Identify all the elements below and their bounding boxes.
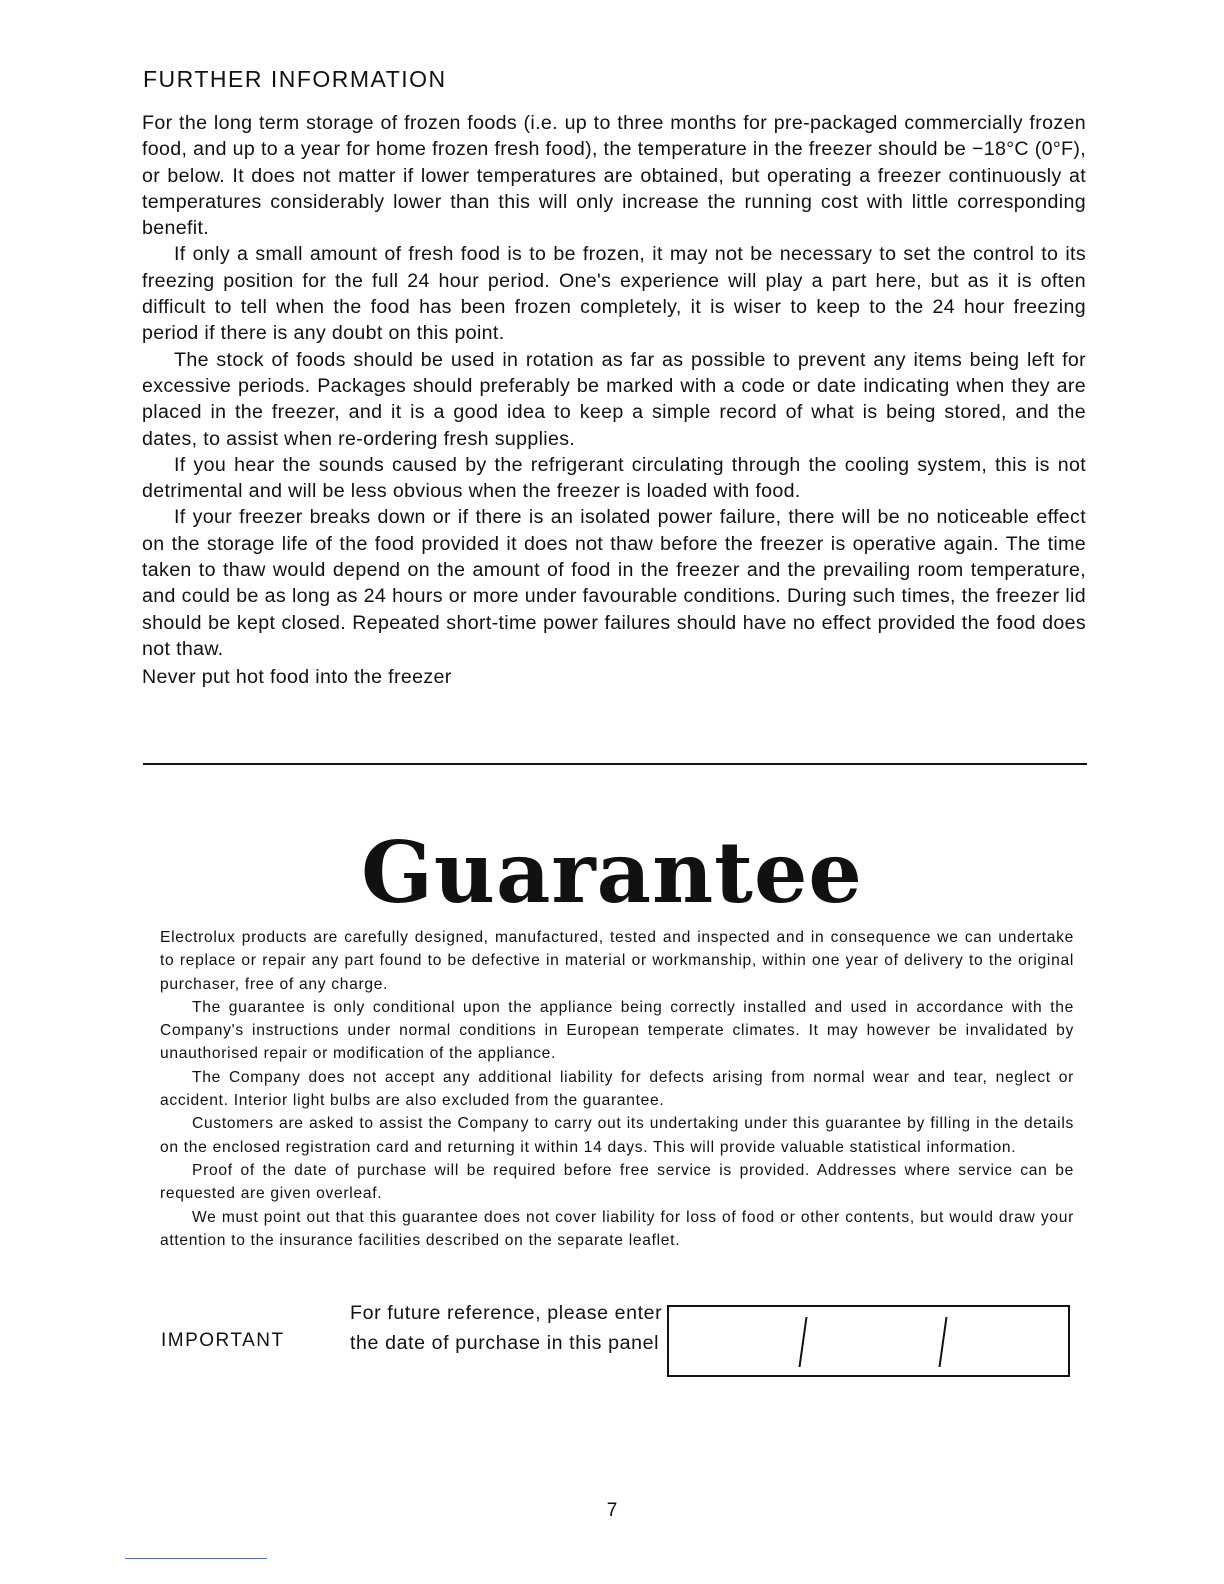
section-divider	[143, 763, 1087, 765]
section-heading: FURTHER INFORMATION	[143, 66, 447, 92]
paragraph-refrigerant-sounds: If you hear the sounds caused by the refrigerant circulating through the cooling system, this is not detrimental and will be less obvious when the freezer is loaded with food.	[142, 453, 1086, 503]
guarantee-body	[160, 926, 1074, 1252]
guarantee-paragraph-registration: Customers are asked to assist the Company to carry out its undertaking under this guarantee by filling in the details on the enclosed registration card and returning it within 14 days. This will provide valuable statistical information.	[160, 1115, 1074, 1156]
page-number: 7	[606, 1500, 618, 1521]
guarantee-paragraph-coverage: Electrolux products are carefully designed, manufactured, tested and inspected and in consequence we can undertake to replace or repair any part found to be defective in material or workmanship, within one year of delivery to the original purchaser, free of any charge.	[160, 929, 1074, 993]
further-information-body	[142, 110, 1086, 691]
important-instructions: For future reference, please enter the date of purchase in this panel	[350, 1302, 663, 1354]
guarantee-paragraph-insurance: We must point out that this guarantee does not cover liability for loss of food or other contents, but would draw your attention to the insurance facilities described on the separate leaflet.	[160, 1208, 1074, 1249]
guarantee-paragraph-liability: The Company does not accept any additional liability for defects arising from normal wear and tear, neglect or accident. Interior light bulbs are also excluded from the guarantee.	[160, 1068, 1074, 1110]
purchase-date-panel[interactable]	[667, 1305, 1070, 1377]
paragraph-storage-temperature: For the long term storage of frozen foods (i.e. up to three months for pre-packaged commercially frozen food, and up to a year for home frozen fresh food), the temperature in the freezer should be −18°C (0°F), or below. It does not matter if lower temperatures are obtained, but operating a freezer continuously at temperatures considerably lower than this will only increase the running cost with little corresponding benefit.	[142, 112, 1086, 240]
date-separator-slash	[938, 1317, 947, 1367]
paragraph-stock-rotation: The stock of foods should be used in rotation as far as possible to prevent any items being left for excessive periods. Packages should preferably be marked with a code or date indicating when they are placed in the freezer, and it is a good idea to keep a simple record of what is being stored, and the dates, to assist when re-ordering fresh supplies.	[142, 348, 1086, 450]
warning-hot-food: Never put hot food into the freezer	[142, 666, 452, 689]
date-separator-slash	[798, 1317, 807, 1367]
paragraph-power-failure: If your freezer breaks down or if there is an isolated power failure, there will be no noticeable effect on the storage life of the food provided it does not thaw before the freezer is operative again. The time taken to thaw would depend on the amount of food in the freezer and the prevailing room temperature, and could be as long as 24 hours or more under favourable conditions. During such times, the freezer lid should be kept closed. Repeated short-time power failures should have no effect provided the food does not thaw.	[142, 506, 1086, 660]
paragraph-small-amount: If only a small amount of fresh food is to be frozen, it may not be necessary to set the control to its freezing position for the full 24 hour period. One's experience will play a part here, but as it is often difficult to tell when the food has been frozen completely, it is wiser to keep to the 24 hour freezing period if there is any doubt on this point.	[142, 243, 1086, 345]
guarantee-paragraph-conditions: The guarantee is only conditional upon the appliance being correctly installed and used in accordance with the Company's instructions under normal conditions in European temperate climates. It may however be invalidated by unauthorised repair or modification of the appliance.	[160, 998, 1074, 1063]
guarantee-paragraph-proof: Proof of the date of purchase will be required before free service is provided. Addresses where service can be requested are given overleaf.	[160, 1161, 1074, 1203]
guarantee-title: Guarantee	[361, 823, 863, 922]
important-label: IMPORTANT	[161, 1330, 285, 1351]
footer-line	[125, 1558, 267, 1559]
